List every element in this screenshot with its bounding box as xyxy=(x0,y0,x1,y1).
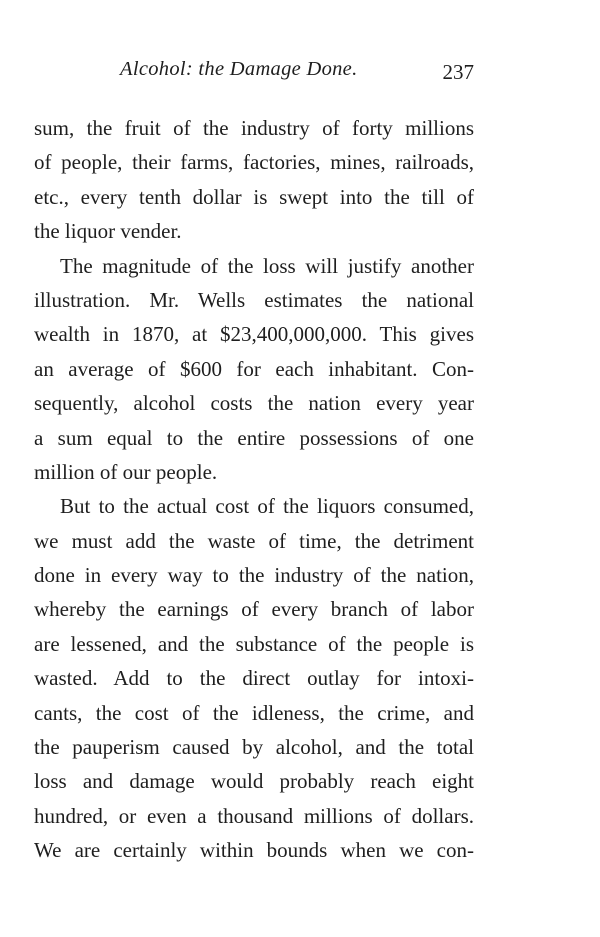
text-line: illustration. Mr. Wells estimates the national xyxy=(34,287,474,312)
text-line: We are certainly within bounds when we con- xyxy=(34,838,474,863)
text-line: million of our people. xyxy=(34,459,218,484)
text-line: an average of $600 for each inhabitant. Con- xyxy=(34,356,474,381)
running-head xyxy=(34,58,474,92)
body-text xyxy=(34,111,474,868)
page-number: 237 xyxy=(442,60,474,84)
text-line: done in every way to the industry of the nation, xyxy=(34,563,474,588)
text-line: are lessened, and the substance of the people is xyxy=(34,631,474,656)
text-line: etc., every tenth dollar is swept into the till of xyxy=(34,184,474,209)
text-line: wealth in 1870, at $23,400,000,000. This gives xyxy=(34,322,474,347)
text-line: we must add the waste of time, the detriment xyxy=(34,528,474,553)
text-line: a sum equal to the entire possessions of one xyxy=(34,425,474,450)
text-line: wasted. Add to the direct outlay for intoxi- xyxy=(34,666,474,691)
running-title: Alcohol: the Damage Done. xyxy=(120,58,358,80)
text-line: The magnitude of the loss will justify another xyxy=(60,253,474,278)
text-line: whereby the earnings of every branch of labor xyxy=(34,597,474,622)
text-line: hundred, or even a thousand millions of dollars. xyxy=(34,803,474,828)
text-line: sequently, alcohol costs the nation every year xyxy=(34,391,474,416)
text-line: sum, the fruit of the industry of forty millions xyxy=(34,116,474,140)
text-line: of people, their farms, factories, mines, railroads, xyxy=(34,150,474,175)
text-line: cants, the cost of the idleness, the crime, and xyxy=(34,700,474,725)
text-line: But to the actual cost of the liquors consumed, xyxy=(60,494,474,519)
text-line: the pauperism caused by alcohol, and the total xyxy=(34,735,474,760)
text-line: the liquor vender. xyxy=(34,219,182,244)
text-line: loss and damage would probably reach eight xyxy=(34,769,474,794)
